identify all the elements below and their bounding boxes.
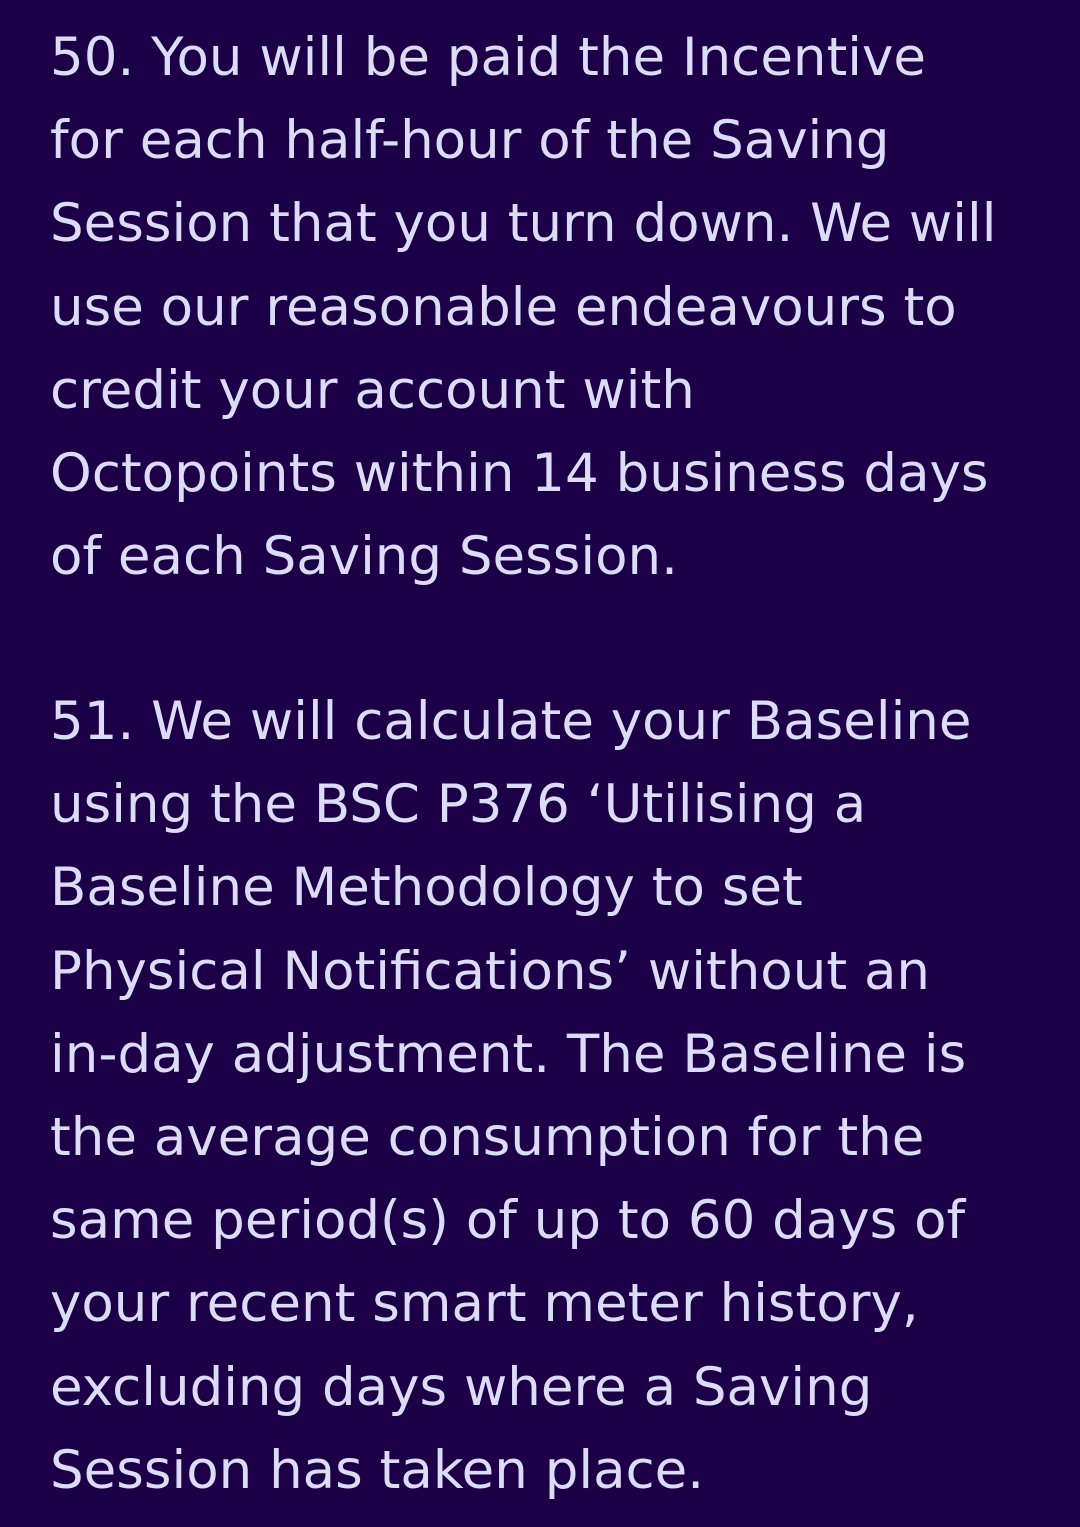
clause-50-line: Session that you turn down. We will: [50, 193, 997, 255]
clause-50-line: credit your account with: [50, 359, 695, 421]
clause-50-paragraph: [50, 16, 1040, 598]
clause-51-line: same period(s) of up to 60 days of: [50, 1190, 966, 1252]
clause-50-line: Octopoints within 14 business days: [50, 442, 989, 504]
clause-51-line: excluding days where a Saving: [50, 1356, 873, 1418]
clause-50-line: for each half-hour of the Saving: [50, 110, 890, 172]
clause-51-line: 51. We will calculate your Baseline: [50, 691, 972, 752]
clause-51-line: Physical Notifications’ without an: [50, 940, 931, 1002]
clause-51-line: Session has taken place.: [50, 1439, 705, 1501]
clause-51-line: your recent smart meter history,: [50, 1273, 919, 1335]
clause-51-paragraph: [50, 680, 1040, 1512]
clause-51-line: Baseline Methodology to set: [50, 857, 803, 919]
clause-51-line: the average consumption for the: [50, 1106, 925, 1168]
clause-50-line: of each Saving Session.: [50, 526, 678, 588]
clause-51-line: in-day adjustment. The Baseline is: [50, 1023, 967, 1085]
clause-50-line: 50. You will be paid the Incentive: [50, 27, 927, 88]
clause-51-line: using the BSC P376 ‘Utilising a: [50, 774, 867, 836]
clause-50-line: use our reasonable endeavours to: [50, 276, 957, 338]
